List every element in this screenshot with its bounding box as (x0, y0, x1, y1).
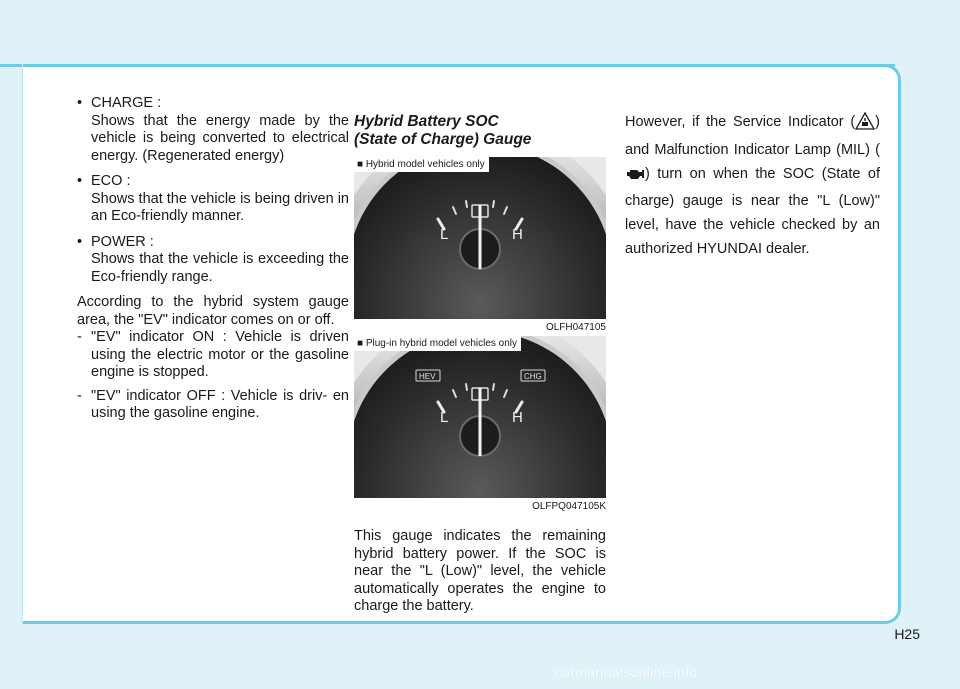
gauge-low-label: L (440, 226, 449, 243)
figure-plugin-gauge (354, 336, 606, 498)
eco-label: ECO : (91, 173, 131, 189)
plugin-soc-gauge-image (354, 336, 606, 498)
service-indicator-paragraph (625, 110, 880, 261)
section-title-line-2: (State of Charge) Gauge (354, 131, 532, 148)
figure-hybrid-gauge (354, 157, 606, 319)
hybrid-soc-gauge-image (354, 157, 606, 319)
engine-mil-icon (625, 165, 645, 189)
page-number: H25 (894, 626, 920, 642)
service-indicator-icon (855, 112, 875, 138)
bullet-eco: • ECO : (77, 173, 131, 189)
gauge-high-label: H (512, 226, 523, 243)
charge-desc: Shows that the energy made by the vehicle is being converted to electrical energy. (Regenerated energy) (91, 112, 349, 164)
bullet-charge: • CHARGE : (77, 95, 162, 111)
dash-item-ev-off: - "EV" indicator OFF : Vehicle is driv- en using the gasoline engine. (77, 387, 349, 421)
service-text-part-3: ) turn on when the SOC (State of charge) gauge is near the "L (Low)" level, have the vehicle checked by an authorized HYUNDAI dealer. (625, 166, 880, 257)
soc-description: This gauge indicates the remaining hybrid battery power. If the SOC is near the "L (Low)" level, the vehicle automatically operates the engine to charge the battery. (354, 528, 606, 614)
figure-1-code: OLFH047105 (545, 322, 606, 333)
figure-2-code: OLFPQ047105K (532, 501, 606, 512)
ev-paragraph: According to the hybrid system gauge area, the "EV" indicator comes on or off. (77, 294, 349, 328)
figure-2-label: ■ Plug-in hybrid model vehicles only (354, 336, 521, 351)
gauge2-low-label: L (440, 409, 449, 426)
power-label: POWER : (91, 233, 154, 250)
service-text-part-2: ) and Malfunction Indicator Lamp (MIL) ( (625, 114, 880, 158)
column-1 (77, 95, 349, 423)
hev-label: HEV (419, 372, 436, 381)
figure-1-label: ■ Hybrid model vehicles only (354, 157, 489, 172)
panel-left-line (22, 64, 23, 624)
watermark: carmanualsonline.info (555, 664, 698, 680)
section-title (354, 113, 606, 149)
dash-item-ev-on: - "EV" indicator ON : Vehicle is driven using the electric motor or the gasoline engine is stopped. (77, 329, 349, 380)
service-text-part-1: However, if the Service Indicator ( (625, 114, 856, 130)
charge-label: CHARGE : (91, 95, 162, 111)
ev-off-text: "EV" indicator OFF : Vehicle is driv- en using the gasoline engine. (91, 387, 349, 421)
power-desc: Shows that the vehicle is exceeding the Eco-friendly range. (91, 251, 349, 285)
column-3 (625, 110, 880, 261)
bullet-power: • POWER : (77, 233, 154, 250)
gauge2-high-label: H (512, 409, 523, 426)
ev-on-text: "EV" indicator ON : Vehicle is driven using the electric motor or the gasoline engine is stopped. (91, 329, 349, 380)
chg-label: CHG (524, 372, 542, 381)
column-2 (354, 113, 606, 616)
section-title-line-1: Hybrid Battery SOC (354, 113, 499, 130)
eco-desc: Shows that the vehicle is being driven in an Eco-friendly manner. (91, 190, 349, 224)
